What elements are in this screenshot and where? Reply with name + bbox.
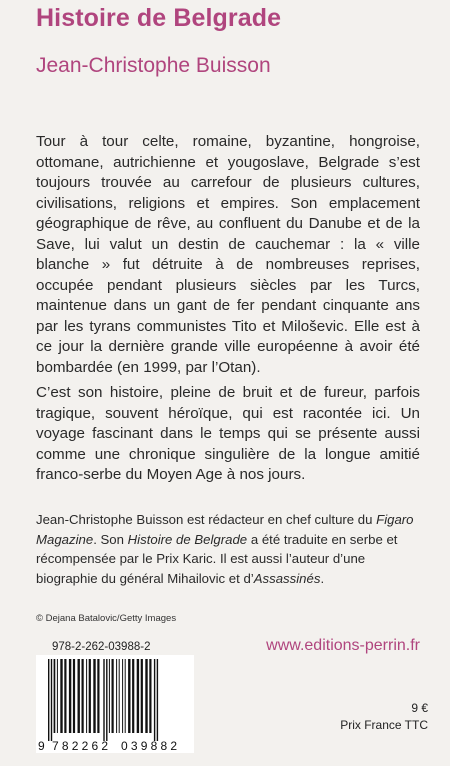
barcode-bar	[89, 659, 91, 733]
barcode-bar	[82, 659, 84, 733]
book-author: Jean-Christophe Buisson	[36, 54, 271, 77]
barcode-digit-lead: 9	[38, 739, 45, 753]
barcode-bar	[48, 659, 49, 741]
barcode-bar	[69, 659, 71, 733]
blurb-paragraph-1: Tour à tour celte, romaine, byzantine, hongroise, ottomane, autrichienne et yougoslave, Belgrade s’est toujours trouvée au carrefour de plusieurs cultures, civilisations, religions et empires. Son emplacement géographique de rêve, au confluent du Danube et de la Save, lui valut un destin de cauchemar : la « ville blanche » fut détruite à de nombreuses reprises, occupée pendant plusieurs siècles par les Turcs, maintenue dans un gant de fer pendant cinquante ans par les tyrans communistes Tito et Miloševic. Elle est à ce jour la dernière grande ville européenne à avoir été bombardée (en 1999, par l’Otan).	[36, 133, 420, 376]
barcode-bar	[157, 659, 158, 741]
blurb-paragraph-2: C’est son histoire, pleine de bruit et de fureur, parfois tragique, souvent héroïque, qui est racontée ici. Un voyage fascinant dans le temps qui se présente aussi comme une chronique singulière de la longue amitié franco-serbe du Moyen Age à nos jours.	[36, 384, 420, 483]
barcode-bar	[93, 659, 95, 733]
photo-credit: © Dejana Batalovic/Getty Images	[36, 613, 177, 624]
barcode-bar	[57, 659, 58, 733]
publisher-website[interactable]: www.editions-perrin.fr	[266, 637, 420, 654]
barcode-bar	[154, 659, 155, 741]
barcode-bar	[125, 659, 126, 733]
book-title: Histoire de Belgrade	[36, 4, 282, 32]
barcode-bar	[149, 659, 151, 733]
barcode-bar	[64, 659, 66, 733]
barcode-bar	[119, 659, 120, 733]
barcode-digits-left: 782262	[52, 739, 112, 753]
isbn: 978-2-262-03988-2	[52, 641, 151, 653]
bio-other-book: Assassinés	[253, 570, 321, 586]
barcode-bar	[145, 659, 147, 733]
barcode-bar	[132, 659, 134, 733]
barcode-bar	[116, 659, 117, 733]
blurb	[36, 132, 420, 491]
price-label: Prix France TTC	[340, 718, 428, 732]
price-amount: 9 €	[411, 701, 428, 715]
barcode-bar	[73, 659, 75, 733]
barcode-bar	[109, 659, 110, 733]
barcode-bar	[54, 659, 56, 733]
barcode-bar	[122, 659, 123, 733]
barcode-bar	[86, 659, 87, 733]
bio-book-title: Histoire de Belgrade	[127, 531, 248, 547]
barcode-bar	[60, 659, 62, 733]
bio-magazine: Figaro Magazine	[36, 512, 414, 547]
author-bio	[36, 510, 420, 588]
barcode-graphic	[36, 655, 194, 753]
barcode-bar	[103, 659, 104, 741]
bio-text-3: a été traduite en serbe et récompensée par le Prix Karic. Il est aussi l’auteur d’une biographie du général Mihailovic et d’	[36, 531, 398, 586]
barcode-bar	[112, 659, 114, 733]
barcode-bar	[137, 659, 139, 733]
barcode	[36, 655, 194, 753]
barcode-bar	[106, 659, 107, 741]
bio-text-1: Jean-Christophe Buisson est rédacteur en chef culture du	[36, 512, 377, 527]
barcode-bar	[141, 659, 143, 733]
bio-text-4: .	[320, 570, 325, 586]
barcode-digits-right: 039882	[121, 739, 181, 753]
bio-text-2: . Son	[93, 531, 128, 547]
price-block	[340, 700, 428, 734]
barcode-bar	[51, 659, 52, 741]
barcode-bar	[78, 659, 80, 733]
barcode-bar	[97, 659, 99, 733]
barcode-bars	[48, 659, 158, 741]
barcode-bar	[128, 659, 130, 733]
